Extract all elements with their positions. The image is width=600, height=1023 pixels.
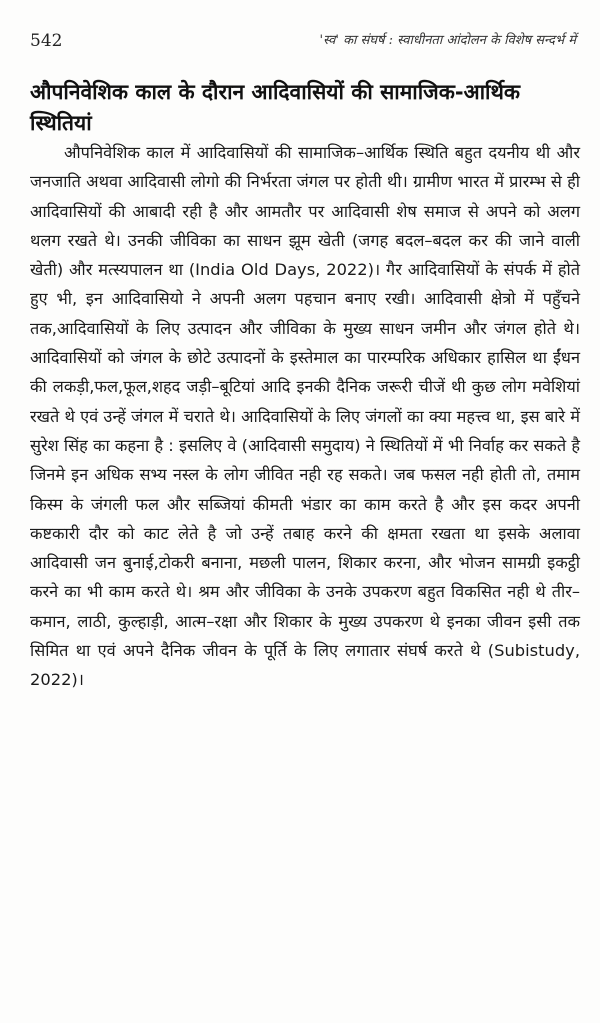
running-head: 'स्व' का संघर्ष : स्वाधीनता आंदोलन के विशेष सन्दर्भ में bbox=[319, 33, 576, 48]
section-title: औपनिवेशिक काल के दौरान आदिवासियों की सामाजिक-आर्थिक स्थितियां bbox=[30, 80, 521, 136]
body-paragraph: औपनिवेशिक काल में आदिवासियों की सामाजिक–आर्थिक स्थिति बहुत दयनीय थी और जनजाति अथवा आदिवासी लोगो की निर्भरता जंगल पर होती थी। ग्रामीण भारत में प्रारम्भ से ही आदिवासियों की आबादी रही है और आमतौर पर आदिवासी शेष समाज से अपने को अलग थलग रखते थे। उनकी जीविका का साधन झूम खेती (जगह बदल–बदल कर की जाने वाली खेती) और मत्स्यपालन था (India Old Days, 2022)। गैर आदिवासियों के संपर्क में होते हुए भी, इन आदिवासियो ने अपनी अलग पहचान बनाए रखी। आदिवासी क्षेत्रो में पहुँचने तक,आदिवासियों के लिए उत्पादन और जीविका के मुख्य साधन जमीन और जंगल होते थे। आदिवासियों को जंगल के छोटे उत्पादनों के इस्तेमाल का पारम्परिक अधिकार हासिल था ईंधन की लकड़ी,फल,फूल,शहद जड़ी–बूटियां आदि इनकी दैनिक जरूरी चीजें थी कुछ लोग मवेशियां रखते थे एवं उन्हें जंगल में चराते थे। आदिवासियों के लिए जंगलों का क्या महत्त्व था, इस बारे में सुरेश सिंह का कहना है : इसलिए वे (आदिवासी समुदाय) ने स्थितियों में भी निर्वाह कर सकते है जिनमे इन अधिक सभ्य नस्ल के लोग जीवित नही रह सकते। जब फसल नही होती तो, तमाम किस्म के जंगली फल और सब्जियां कीमती भंडार का काम करते है और इस कदर अपनी कष्टकारी दौर को काट लेते है जो उन्हें तबाह करने की क्षमता रखता था इसके अलावा आदिवासी जन बुनाई,टोकरी बनाना, मछली पालन, शिकार करना, और भोजन सामग्री इकट्ठी करने का भी काम करते थे। श्रम और जीविका के उनके उपकरण बहुत विकसित नही थे तीर–कमान, लाठी, कुल्हाड़ी, आत्म–रक्षा और शिकार के मुख्य उपकरण थे इनका जीवन इसी तक सिमित था एवं अपने दैनिक जीवन के पूर्ति के लिए लगातार संघर्ष करते थे (Subistudy, 2022)। bbox=[30, 143, 580, 690]
page-number: 542 bbox=[30, 31, 63, 51]
page-header bbox=[30, 30, 576, 52]
